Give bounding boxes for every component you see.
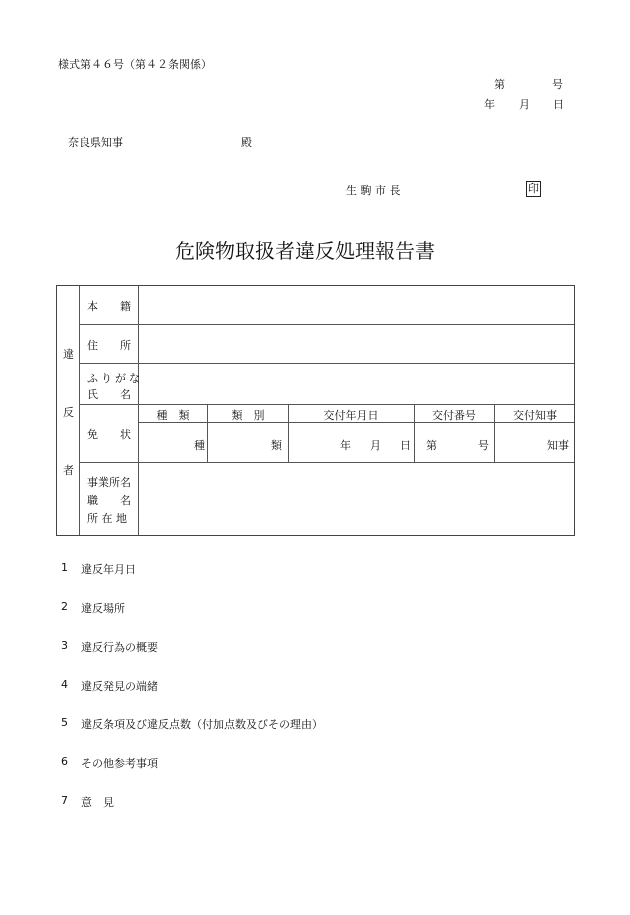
license-header-number: 交付番号 [432,409,476,422]
license-go: 号 [478,439,489,452]
jusho-label: 住 所 [87,339,131,352]
shimei-field[interactable] [140,365,572,403]
form-number: 様式第４６号（第４２条関係） [58,58,212,71]
license-dai: 第 [426,439,437,452]
office-field[interactable] [140,464,572,534]
item-text: 違反発見の端緒 [81,680,158,693]
item-text: 違反条項及び違反点数（付加点数及びその理由） [81,718,323,731]
license-rui: 類 [271,439,282,452]
item-text: その他参考事項 [81,757,158,770]
furigana-label: ふりがな [87,372,143,385]
document-title: 危険物取扱者違反処理報告書 [175,239,435,263]
license-header-date: 交付年月日 [323,409,379,422]
item-number: 5 [61,716,68,729]
date-month: 月 [519,98,530,111]
honseki-field[interactable] [140,287,572,323]
item-number: 7 [61,794,68,807]
jusho-field[interactable] [140,326,572,362]
item-number: 6 [61,755,68,768]
office-name-label: 事業所名 [87,476,131,489]
honorific: 殿 [241,136,252,149]
license-header-shurui: 種 類 [156,409,190,422]
license-month: 月 [370,439,381,452]
item-text: 違反行為の概要 [81,641,158,654]
doc-number-prefix: 第 [494,78,505,91]
item-text: 違反年月日 [81,563,136,576]
item-number: 2 [61,600,68,613]
item-text: 意 見 [81,796,114,809]
date-year: 年 [484,98,495,111]
office-address-label: 所 在 地 [87,512,127,525]
shimei-label: 氏 名 [87,388,131,401]
license-day: 日 [400,439,411,452]
license-year: 年 [340,439,351,452]
date-day: 日 [553,98,564,111]
issuer: 生 駒 市 長 [346,184,401,197]
license-header-betsu: 類 別 [231,409,265,422]
license-chiji: 知事 [547,439,569,452]
doc-number-suffix: 号 [552,78,563,91]
violator-table [56,285,575,536]
job-title-label: 職 名 [87,494,131,507]
item-text: 違反場所 [81,602,125,615]
side-label-3: 者 [63,464,74,477]
addressee: 奈良県知事 [68,136,123,149]
honseki-label: 本 籍 [87,300,131,313]
item-number: 4 [61,678,68,691]
license-header-governor: 交付知事 [513,409,557,422]
item-number: 1 [61,561,68,574]
menjo-label: 免 状 [87,428,131,441]
side-label-2: 反 [63,406,74,419]
seal-mark: 印 [528,182,539,195]
side-label-1: 違 [63,348,74,361]
license-shu: 種 [194,439,205,452]
item-number: 3 [61,639,68,652]
